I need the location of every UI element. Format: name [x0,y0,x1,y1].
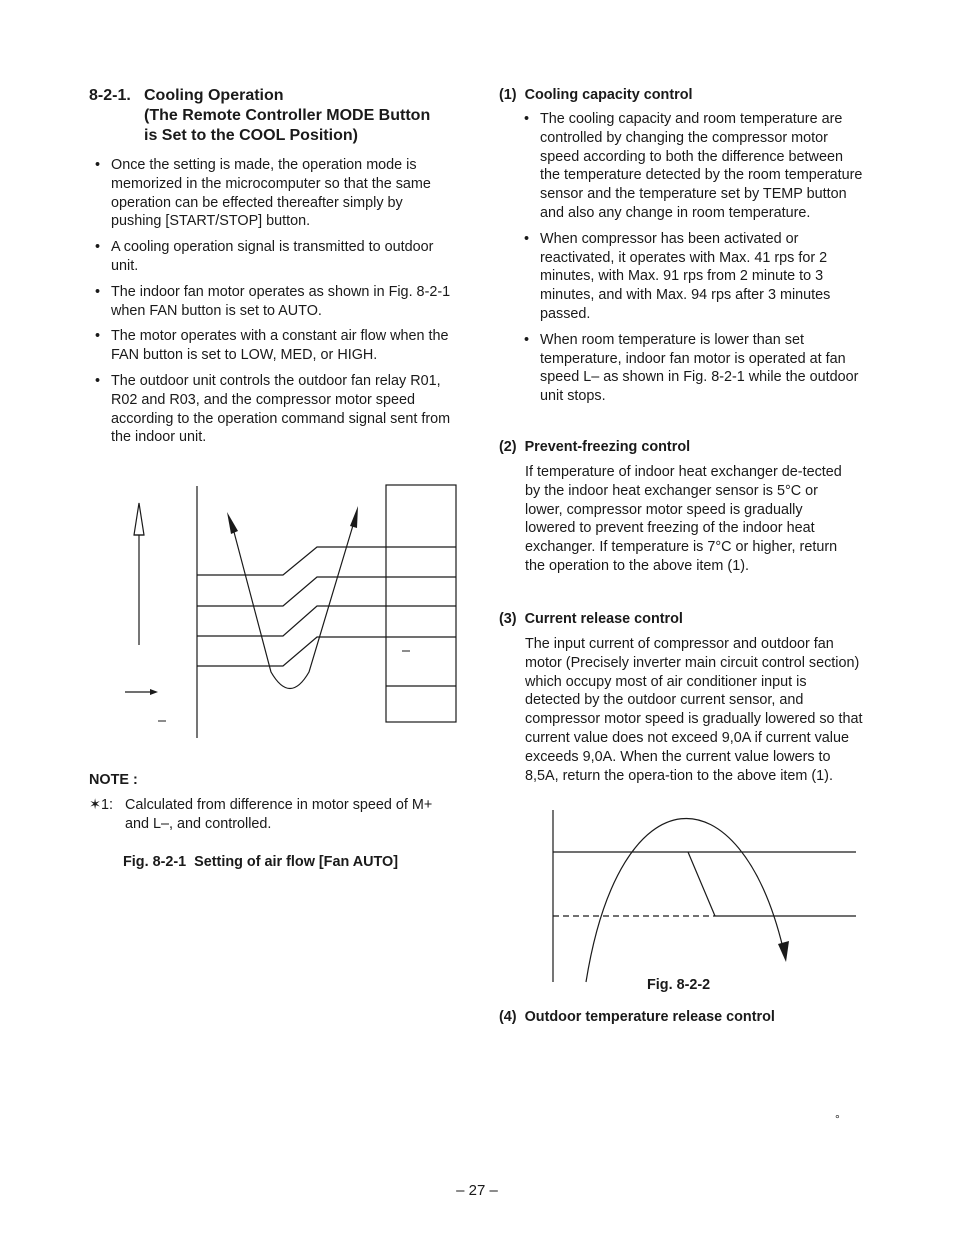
list-item: • The cooling capacity and room temperature are controlled by changing the compressor motor speed according to both the difference between the temperature detected by the room temperature sensor and the temperature set by TEMP button and also any change in room temperature. [524,110,864,223]
cooling-capacity-heading: (1) Cooling capacity control [499,87,693,103]
dash-mark: – [158,713,167,729]
section-title-line-1: Cooling Operation [144,87,284,104]
degree-mark: ° [835,1112,840,1126]
scale-arrow [134,503,144,535]
release-line [688,852,715,916]
list-item: • Once the setting is made, the operation mode is memorized in the microcomputer so that the same operation can be effected thereafter simply by pushing [START/STOP] button. [95,156,457,231]
prevent-freezing-text: If temperature of indoor heat exchanger de-tected by the indoor heat exchanger sensor is 5°C or lower, compressor motor speed is gradually lowered to prevent freezing of the indoor heat exchanger. If temperature is 7°C or higher, return the operation to the above item (1). [525,464,842,574]
list-item: • The indoor fan motor operates as shown in Fig. 8-2-1 when FAN button is set to AUTO. [95,283,457,321]
prevent-freezing-heading: (2) Prevent-freezing control [499,439,691,455]
speed-line-4 [197,637,386,666]
note-text: Calculated from difference in motor speed of M+ and L–, and controlled. [125,797,433,832]
current-release-text: The input current of compressor and outdoor fan motor (Precisely inverter main circuit control section) which occupy most of air conditioner input is detected by the outdoor current sensor, and compressor motor speed is gradually lowered so that current value does not exceed 9,0A if current value exceeds 9,0A. When the current value lowers to 8,5A, return the opera-tion to the above item (1). [525,636,863,784]
section-title-line-3: is Set to the COOL Position) [144,127,358,144]
list-item: • When compressor has been activated or reactivated, it operates with Max. 41 rps for 2 minutes, with Max. 91 rps from 2 minute to 3 minutes, and with Max. 94 rps after 3 minutes passed. [524,230,864,324]
note-marker: ✶1: [89,797,114,813]
section-title-line-2: (The Remote Controller MODE Button [144,107,431,124]
current-curve [586,818,783,982]
section-number: 8-2-1. [89,87,131,104]
speed-line-1 [197,547,386,575]
figure-caption: Fig. 8-2-2 [647,977,711,993]
outdoor-temperature-heading: (4) Outdoor temperature release control [499,1009,775,1025]
speed-line-3 [197,606,386,636]
speed-line-2 [197,577,386,606]
current-release-diagram [553,810,856,982]
current-release-heading: (3) Current release control [499,611,683,627]
figure-caption: Fig. 8-2-1 Setting of air flow [Fan AUTO] [123,854,399,870]
cooling-capacity-bullets [524,110,864,413]
page-number: – 27 – [456,1182,498,1199]
list-item: • The outdoor unit controls the outdoor fan relay R01, R02 and R03, and the compressor motor speed according to the operation command signal sent from the indoor unit. [95,372,457,447]
note-heading: NOTE : [89,772,138,788]
list-item: • The motor operates with a constant air flow when the FAN button is set to LOW, MED, or HIGH. [95,327,457,365]
list-item: • When room temperature is lower than set temperature, indoor fan motor is operated at fan speed L– as shown in Fig. 8-2-1 while the outdoor unit stops. [524,331,864,406]
list-item: • A cooling operation signal is transmitted to outdoor unit. [95,238,457,276]
dash-mark: – [402,643,411,659]
